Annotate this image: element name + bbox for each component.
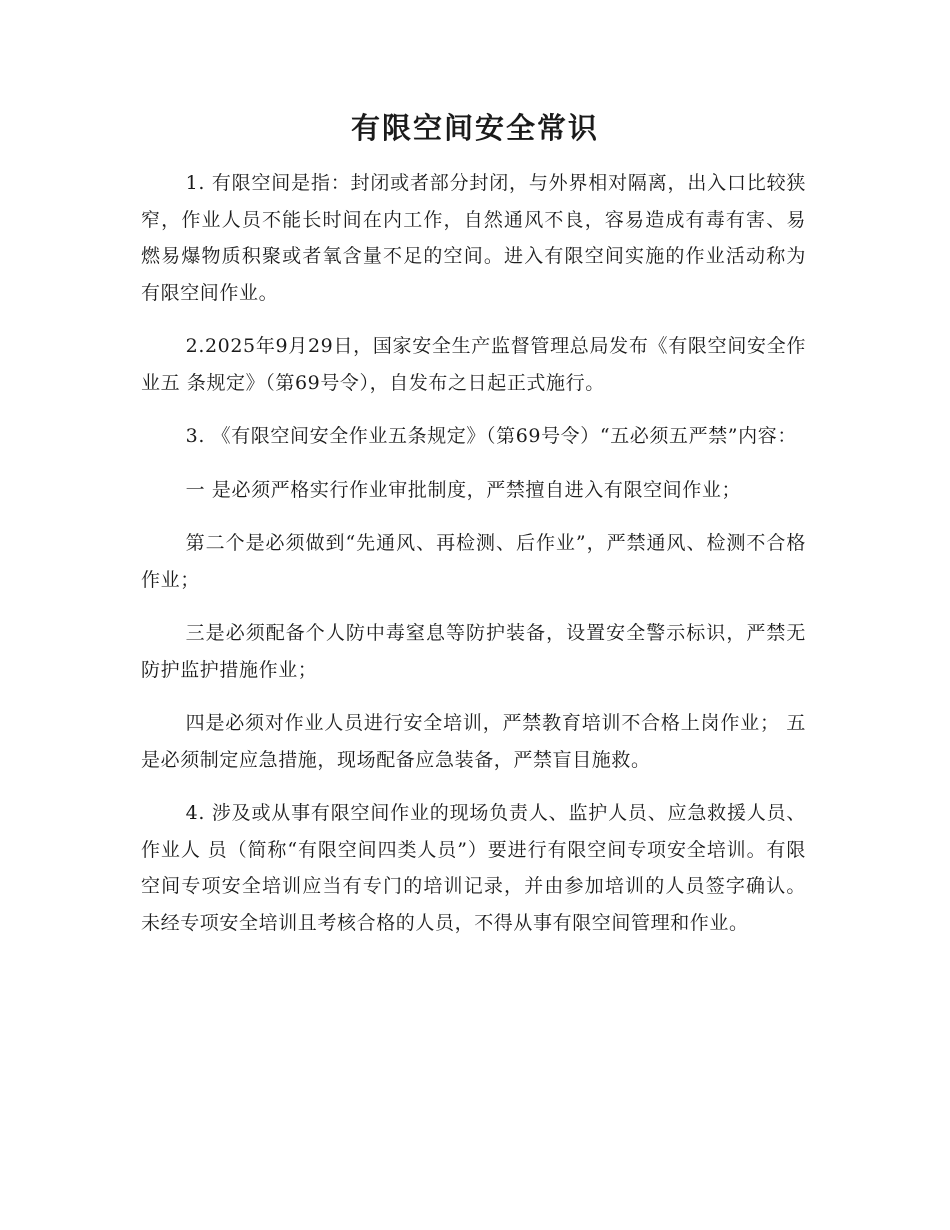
paragraph-rule-four-five: 四是必须对作业人员进行安全培训，严禁教育培训不合格上岗作业； 五是必须制定应急措施，现场配备应急装备，严禁盲目施救。	[141, 712, 806, 771]
document-body	[141, 165, 806, 958]
paragraph-rule-two: 第二个是必须做到“先通风、再检测、后作业”，严禁通风、检测不合格作业；	[141, 532, 806, 591]
paragraph-five-musts-intro: 3. 《有限空间安全作业五条规定》（第69号令）“五必须五严禁”内容：	[185, 425, 797, 447]
paragraph-rule-one: 一 是必须严格实行作业审批制度，严禁擅自进入有限空间作业；	[185, 478, 742, 501]
document-title: 有限空间安全常识	[350, 111, 599, 145]
paragraph-rule-three: 三是必须配备个人防中毒窒息等防护装备，设置安全警示标识，严禁无防护监护措施作业；	[141, 622, 806, 681]
paragraph-definition: 1. 有限空间是指：封闭或者部分封闭，与外界相对隔离，出入口比较狭窄，作业人员不能长时间在内工作，自然通风不良，容易造成有毒有害、易燃易爆物质积聚或者氧含量不足的空间。进入有限空间实施的作业活动称为有限空间作业。	[141, 172, 806, 304]
paragraph-training: 4. 涉及或从事有限空间作业的现场负责人、监护人员、应急救援人员、作业人 员（简称“有限空间四类人员”）要进行有限空间专项安全培训。有限空间专项安全培训应当有专门的培训记录，并由参加培训的人员签字确认。未经专项安全培训且考核合格的人员，不得从事有限空间管理和作业。	[141, 802, 806, 934]
paragraph-regulation-issued: 2.2025年9月29日，国家安全生产监督管理总局发布《有限空间安全作业五 条规定》（第69号令），自发布之日起正式施行。	[141, 335, 806, 394]
